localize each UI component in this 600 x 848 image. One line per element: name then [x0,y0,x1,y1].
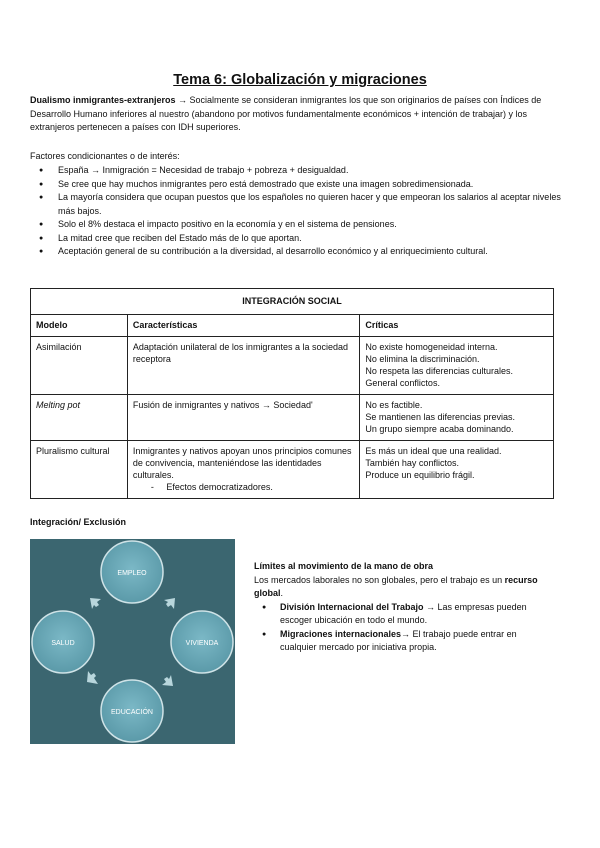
characteristics-cell [127,441,360,499]
criticism-line: Es más un ideal que una realidad. [365,446,502,456]
criticism-line: Se mantienen las diferencias previas. [365,412,515,422]
cycle-diagram-svg [30,539,235,744]
limits-list [254,601,554,655]
integration-exclusion-label: Integración/ Exclusión [30,517,127,527]
criticism-line: No es factible. [365,400,423,410]
criticism-line: Produce un equilibrio frágil. [365,470,475,480]
criticism-line: También hay conflictos. [365,458,459,468]
list-item: ● Se cree que hay muchos inmigrantes pero está demostrado que existe una imagen sobredimensionada. [30,178,570,192]
node-education [101,680,163,742]
criticism-line: No elimina la discriminación. [365,354,480,364]
intro-paragraph [30,94,570,135]
list-item: ● La mayoría considera que ocupan puestos que los españoles no quieren hacer y que empeoran los salarios al aceptar niveles más bajos. [30,191,570,218]
arrow-icon [162,675,173,686]
characteristics-cell: Fusión de inmigrantes y nativos → Sociedad' [127,395,360,441]
table-row [31,395,554,441]
node-employment [101,541,163,603]
factors-list [30,164,570,259]
integration-table [30,288,554,499]
model-cell: Pluralismo cultural [31,441,128,499]
limits-text: Los mercados laborales no son globales, pero el trabajo es un recurso global. [254,574,538,598]
criticism-line: No respeta las diferencias culturales. [365,366,513,376]
limits-section [254,560,554,655]
table-caption: INTEGRACIÓN SOCIAL [31,289,554,315]
node-label: EMPLEO [117,570,147,577]
arrow-icon [90,598,101,609]
limits-heading: Límites al movimiento de la mano de obra [254,561,434,571]
factors-heading: Factores condicionantes o de interés: [30,151,180,161]
arrow-icon [87,671,98,684]
table-caption-row [31,289,554,315]
model-cell: Melting pot [31,395,128,441]
list-item: ● La mitad cree que reciben del Estado más de lo que aportan. [30,232,570,246]
cycle-arrows [87,598,175,686]
node-housing [171,611,233,673]
column-header: Características [127,315,360,337]
list-item: ● Solo el 8% destaca el impacto positivo en la economía y en el sistema de pensiones. [30,218,570,232]
page-title: Tema 6: Globalización y migraciones [173,72,427,88]
model-cell: Asimilación [31,337,128,395]
characteristics-cell: Adaptación unilateral de los inmigrantes a la sociedad receptora [127,337,360,395]
characteristics-subitem: - Efectos democratizadores. [150,482,273,492]
list-item: ● España → Inmigración = Necesidad de trabajo + pobreza + desigualdad. [30,164,570,178]
intro-text: → Socialmente se consideran inmigrantes los que son originarios de países con Índices de Desarrollo Humano inferiores al nuestro (abandono por motivos fundamentalmente económicos + intención de trabajar) y los extranjeros pertenecen a países con IDH superiores. [30,95,542,132]
list-item: ● Aceptación general de su contribución a la diversidad, al desarrollo económico y al enriquecimiento cultural. [30,245,570,259]
node-label: EDUCACIÓN [110,709,154,716]
list-item: ● División Internacional del Trabajo → Las empresas pueden escoger ubicación en todo el mundo. [254,601,554,628]
criticisms-cell [360,337,554,395]
criticisms-cell [360,441,554,499]
arrow-icon [164,598,175,609]
cycle-diagram [30,539,235,744]
intro-term: Dualismo inmigrantes-extranjeros [30,95,176,105]
column-header: Críticas [360,315,554,337]
criticisms-cell [360,395,554,441]
table-row [31,337,554,395]
table-header-row [31,315,554,337]
node-label: VIVIENDA [185,640,219,647]
limits-bold: recurso global [254,574,538,598]
node-health [32,611,94,673]
node-label: SALUD [51,640,75,647]
criticism-line: No existe homogeneidad interna. [365,342,498,352]
characteristics-text: Inmigrantes y nativos apoyan unos principios comunes de convivencia, manteniéndose las identidades culturales. [132,446,352,480]
table-row [31,441,554,499]
list-item: ● Migraciones internacionales→ El trabajo puede entrar en cualquier mercado por iniciativa propia. [254,628,554,655]
column-header: Modelo [31,315,128,337]
criticism-line: General conflictos. [365,378,440,388]
criticism-line: Un grupo siempre acaba dominando. [365,424,514,434]
